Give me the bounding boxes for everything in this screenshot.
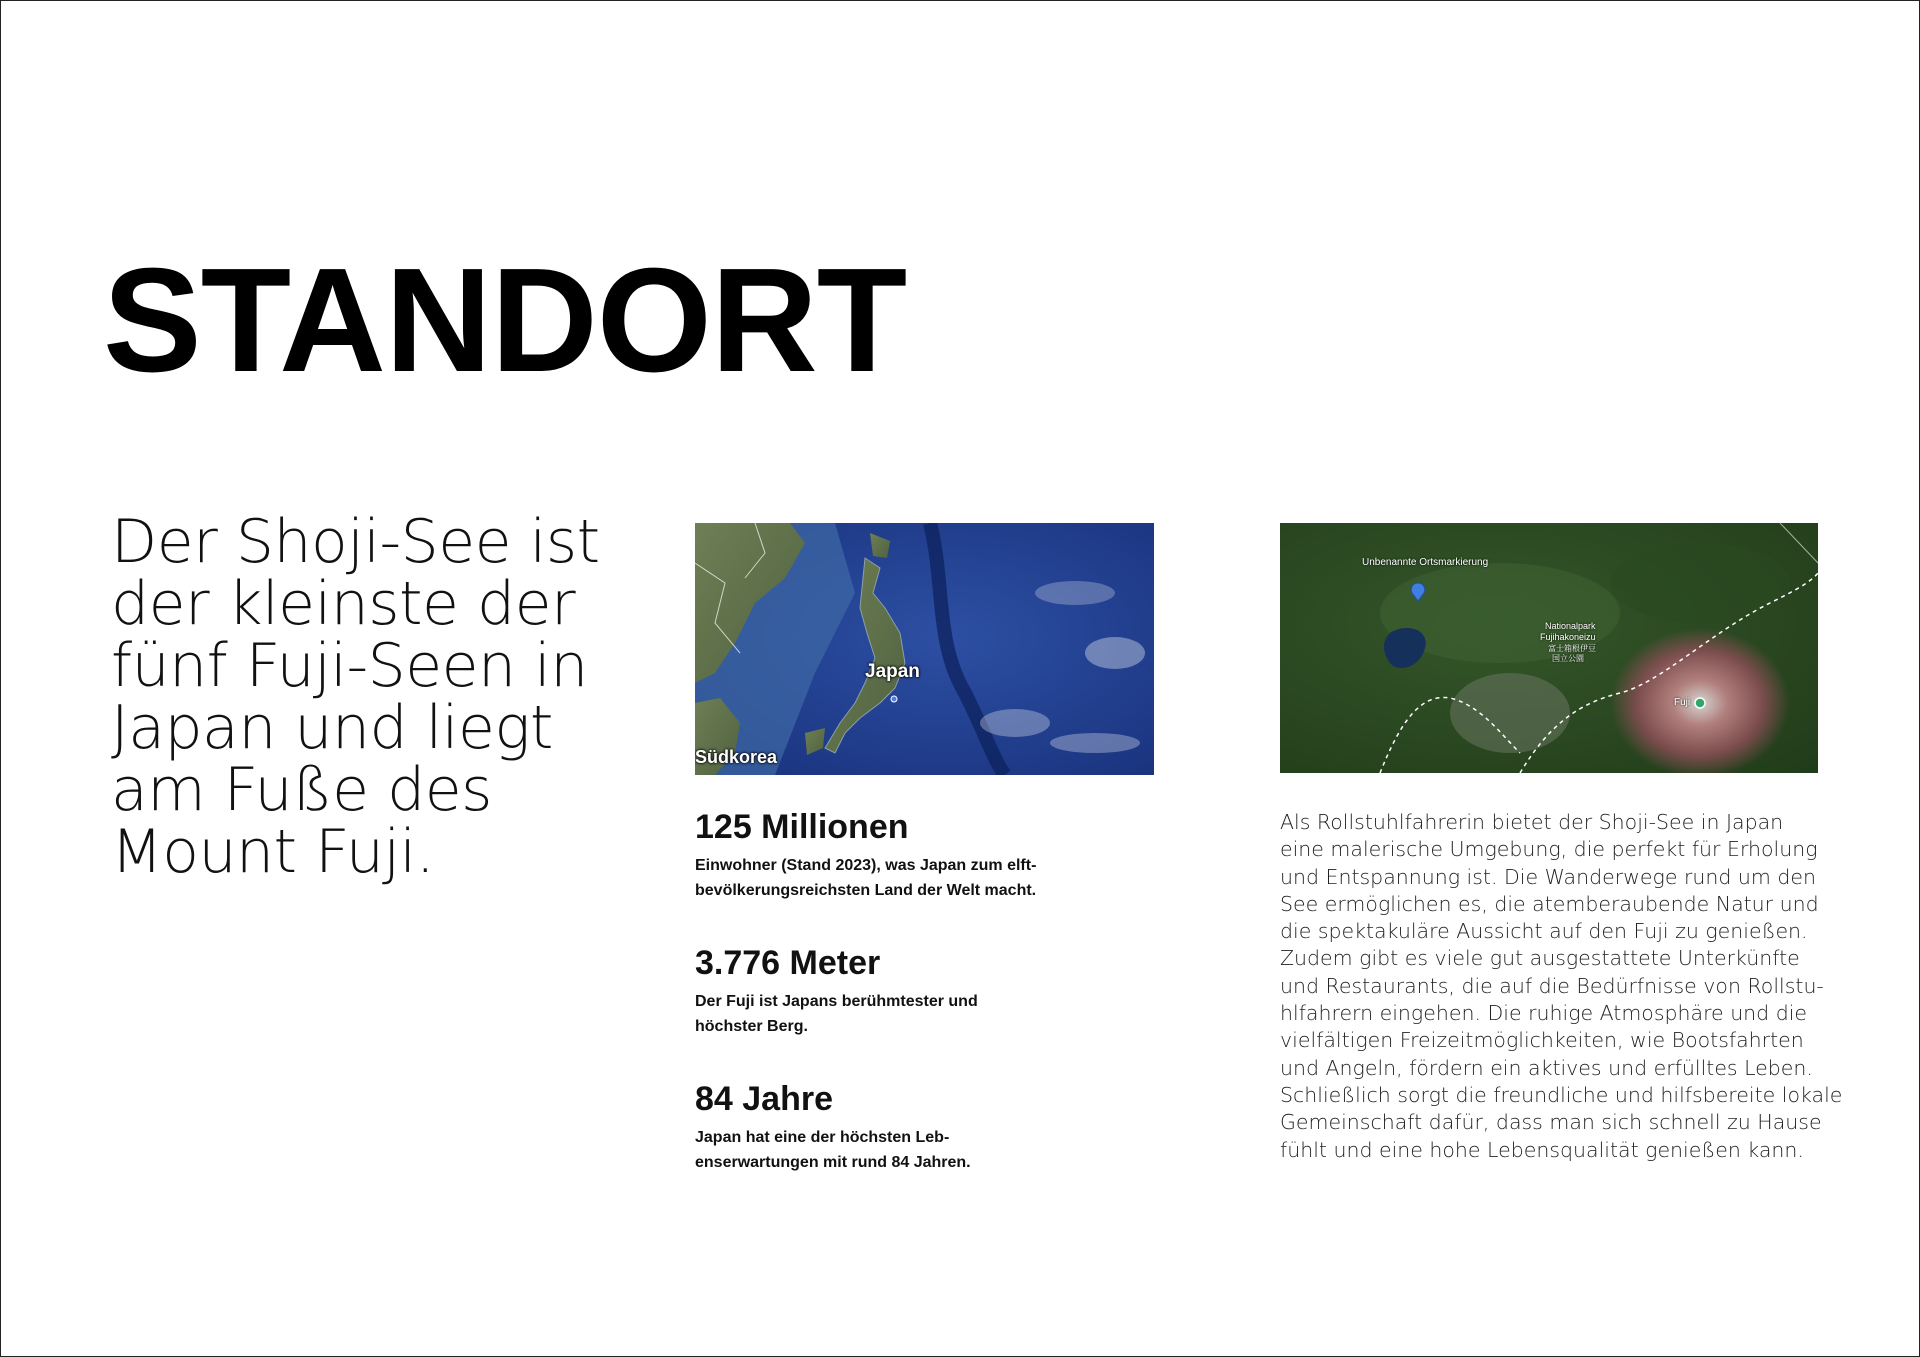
fact-description	[695, 853, 1095, 903]
map-label-park: 富士箱根伊豆	[1548, 644, 1596, 653]
map-label-japan: Japan	[865, 661, 920, 682]
body-line: die spektakuläre Aussicht auf den Fuji zu genießen.	[1280, 919, 1808, 944]
intro-line: am Fuße des	[111, 755, 492, 825]
map-label-park: Nationalpark	[1545, 621, 1596, 631]
fact-value: 84 Jahre	[695, 1080, 833, 1118]
fact-line: Japan hat eine der höchsten Leb-	[695, 1129, 950, 1146]
body-line: und Angeln, fördern ein aktives und erfülltes Leben.	[1280, 1055, 1813, 1080]
fact-description	[695, 989, 1095, 1039]
fuji-satellite-map	[1280, 523, 1818, 773]
fact-item	[695, 807, 1095, 903]
body-line: fühlt und eine hohe Lebensqualität genießen kann.	[1280, 1137, 1804, 1162]
map-label-marker: Unbenannte Ortsmarkierung	[1362, 557, 1489, 568]
body-line: vielfältigen Freizeitmöglichkeiten, wie Bootsfahrten	[1280, 1028, 1804, 1053]
fact-line: enserwartungen mit rund 84 Jahren.	[695, 1154, 971, 1171]
fact-line: Der Fuji ist Japans berühmtester und	[695, 993, 978, 1010]
body-paragraph	[1280, 809, 1843, 1164]
body-line: Als Rollstuhlfahrerin bietet der Shoji-See in Japan	[1280, 810, 1784, 834]
body-line: Zudem gibt es viele gut ausgestattete Unterkünfte	[1280, 946, 1800, 971]
map-label-park: 国立公園	[1552, 654, 1584, 663]
body-line: hlfahrern eingehen. Die ruhige Atmosphäre und die	[1280, 1001, 1808, 1026]
facts-list	[695, 807, 1095, 1215]
japan-satellite-map	[695, 523, 1154, 775]
japan-map-graphic	[695, 523, 1154, 775]
intro-text	[111, 507, 671, 887]
intro-line: Mount Fuji.	[111, 817, 435, 887]
body-line: Gemeinschaft dafür, dass man sich schnell zu Hause	[1280, 1110, 1822, 1135]
map-label-park: Fujihakoneizu	[1540, 632, 1596, 642]
mountain-marker-icon	[1695, 698, 1705, 708]
map-label-suedkorea: Südkorea	[695, 747, 778, 767]
fact-line: höchster Berg.	[695, 1018, 808, 1035]
intro-line: Japan und liegt	[111, 693, 553, 763]
intro-line: Der Shoji-See ist	[111, 507, 600, 577]
map-label-fuji: Fuji	[1674, 697, 1691, 708]
body-line: und Entspannung ist. Die Wanderwege rund um den	[1280, 864, 1817, 889]
location-dot	[891, 696, 897, 702]
fact-description	[695, 1125, 1095, 1175]
intro-line: fünf Fuji-Seen in	[111, 631, 588, 701]
body-line: See ermöglichen es, die atemberaubende Natur und	[1280, 891, 1819, 916]
fact-item	[695, 1079, 1095, 1175]
intro-line: der kleinste der	[111, 569, 576, 639]
fact-value: 125 Millionen	[695, 808, 909, 846]
fact-value: 3.776 Meter	[695, 944, 881, 982]
fact-line: Einwohner (Stand 2023), was Japan zum elft-	[695, 857, 1037, 874]
body-line: Schließlich sorgt die freundliche und hilfsbereite lokale	[1280, 1082, 1843, 1107]
fact-item	[695, 943, 1095, 1039]
body-line: und Restaurants, die auf die Bedürfnisse von Rollstu-	[1280, 973, 1824, 998]
page-title: STANDORT	[103, 238, 907, 403]
body-line: eine malerische Umgebung, die perfekt für Erholung	[1280, 837, 1818, 862]
fact-line: bevölkerungsreichsten Land der Welt macht.	[695, 882, 1037, 899]
